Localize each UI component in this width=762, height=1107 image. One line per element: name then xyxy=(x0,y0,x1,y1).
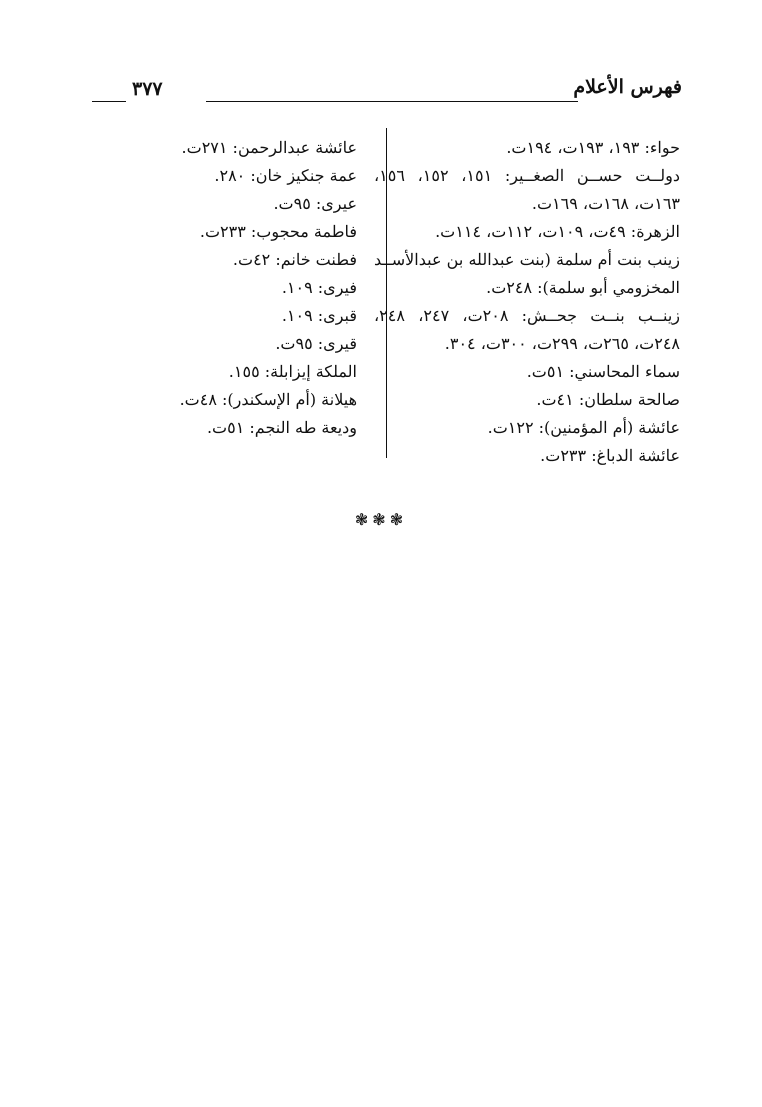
index-entry: وديعة طه النجم: ٥١ت. xyxy=(206,418,357,437)
index-entry: حواء: ١٩٣، ١٩٣ت، ١٩٤ت. xyxy=(506,138,680,157)
index-column-right xyxy=(374,134,680,470)
page-header xyxy=(92,76,682,110)
index-entry: فاطمة محجوب: ٢٣٣ت. xyxy=(199,222,357,241)
index-entry: سماء المحاسني: ٥١ت. xyxy=(526,362,680,381)
index-column-left xyxy=(117,134,357,442)
index-entry: الزهرة: ٤٩ت، ١٠٩ت، ١١٢ت، ١١٤ت. xyxy=(435,222,680,241)
index-entry: هيلانة (أم الإسكندر): ٤٨ت. xyxy=(179,390,357,409)
header-title: فهرس الأعلام xyxy=(573,76,682,98)
index-entry: عيرى: ٩٥ت. xyxy=(273,194,357,213)
section-end-ornament: ❃❃❃ xyxy=(354,510,408,529)
index-entry: دولــت حســن الصغــير: ١٥١، ١٥٢، ١٥٦، ١٦٣ت، ١٦٨ت، ١٦٩ت. xyxy=(374,166,681,213)
index-entry: الملكة إيزابلة: ١٥٥. xyxy=(228,362,357,381)
index-entry: زينب بنت أم سلمة (بنت عبدالله بن عبدالأســد المخزومي أبو سلمة): ٢٤٨ت. xyxy=(374,250,680,297)
header-rule xyxy=(206,101,578,102)
index-entry: قيرى: ٩٥ت. xyxy=(275,334,357,353)
index-entry: زينــب بنــت جحــش: ٢٠٨ت، ٢٤٧، ٢٤٨، ٢٤٨ت، ٢٦٥ت، ٢٩٩ت، ٣٠٠ت، ٣٠٤. xyxy=(374,306,681,353)
index-entry: قبرى: ١٠٩. xyxy=(281,306,357,325)
index-entry: عائشة (أم المؤمنين): ١٢٢ت. xyxy=(487,418,680,437)
index-entry: فيرى: ١٠٩. xyxy=(281,278,357,297)
header-rule-left xyxy=(92,101,126,102)
column-divider xyxy=(386,128,387,458)
index-entry: فطنت خانم: ٤٢ت. xyxy=(232,250,357,269)
index-entry: عائشة الدباغ: ٢٣٣ت. xyxy=(540,446,680,465)
page-number: ٣٧٧ xyxy=(132,78,163,100)
index-entry: عمة جنكيز خان: ٢٨٠. xyxy=(214,166,357,185)
index-entry: عائشة عبدالرحمن: ٢٧١ت. xyxy=(181,138,357,157)
index-entry: صالحة سلطان: ٤١ت. xyxy=(536,390,680,409)
